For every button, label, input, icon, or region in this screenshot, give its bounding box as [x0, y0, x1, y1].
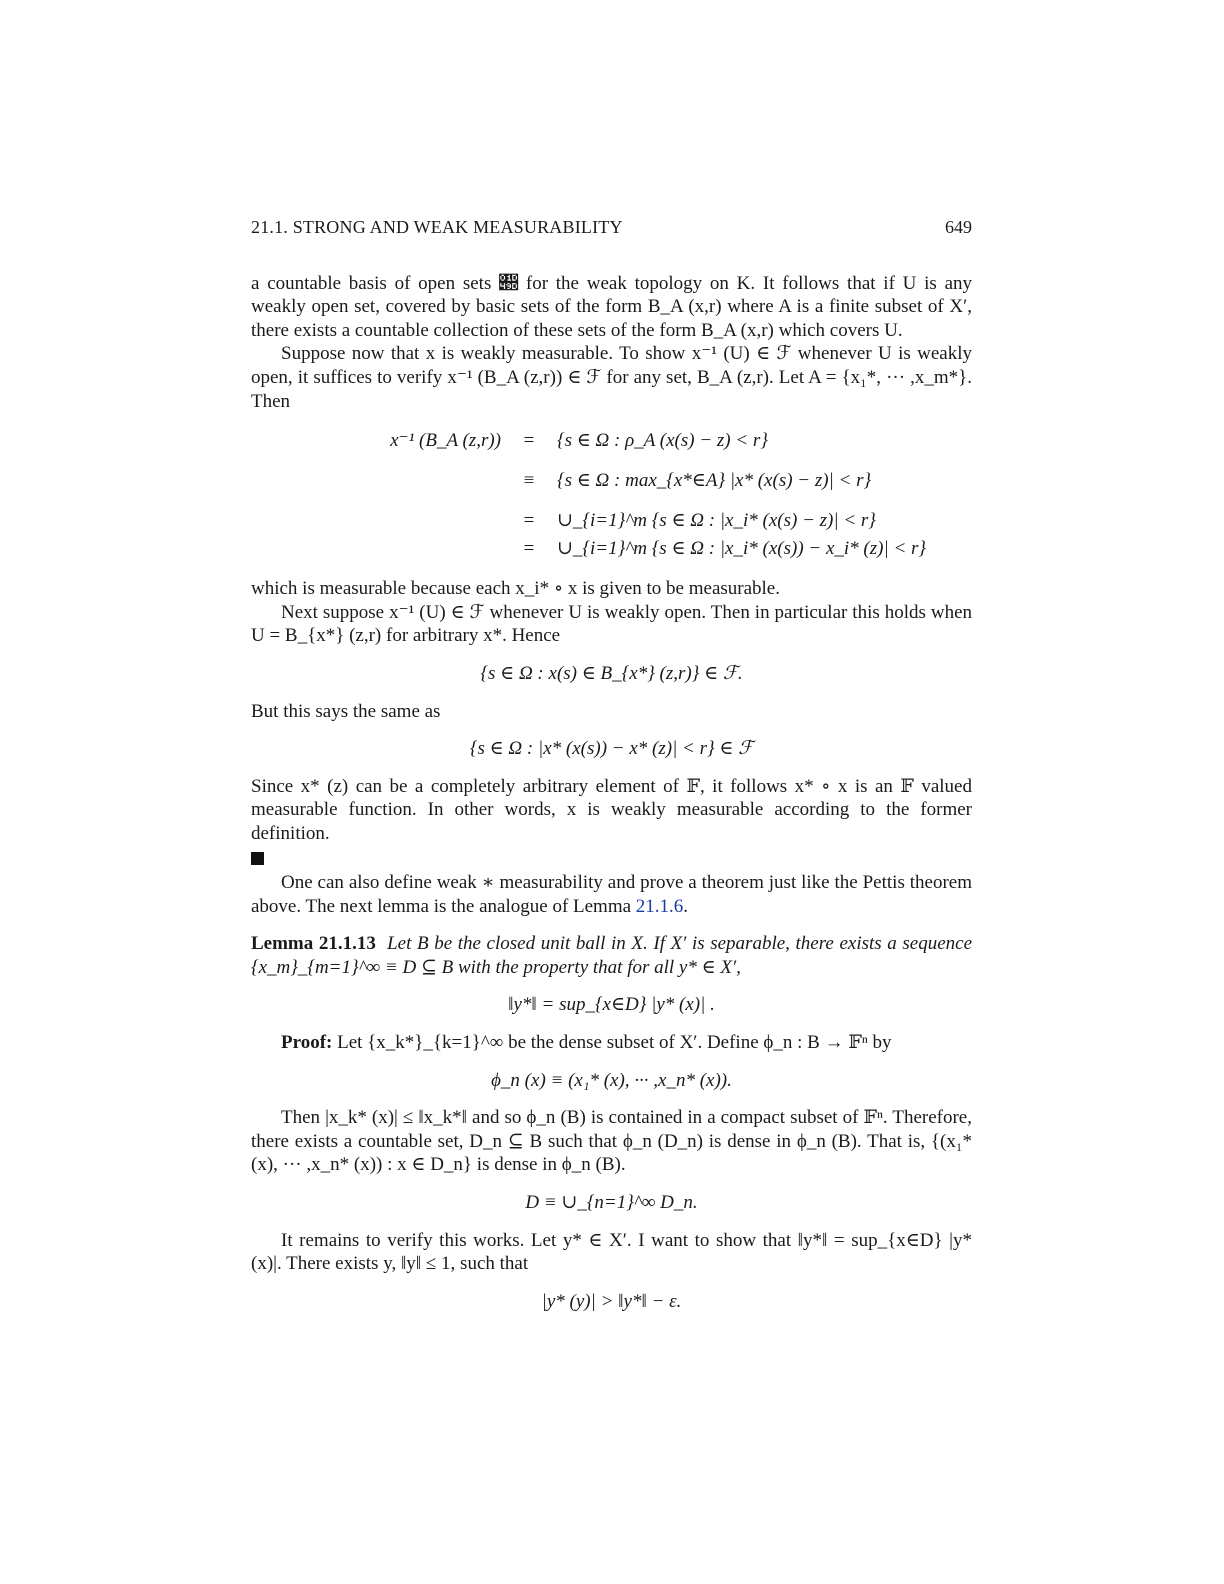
running-header: [251, 216, 972, 240]
lemma-text: Let B be the closed unit ball in X. If X′ is separable, there exists a sequence {x_m}_{m=1}^∞ ≡ D ⊆ B with the property that for all y* ∈ X′,: [251, 933, 973, 978]
paragraph-2: Suppose now that x is weakly measurable. To show x⁻¹ (U) ∈ ℱ whenever U is weakly open, it suffices to verify x⁻¹ (B_A (z,r)) ∈ ℱ for any set, B_A (z,r). Let A = {x₁*, ··· ,x_m*}. Then: [251, 343, 972, 412]
equation-10: |y* (y)| > ‖y*‖ − ε.: [541, 1290, 682, 1312]
paragraph-8: Then |x_k* (x)| ≤ ‖x_k*‖ and so ϕ_n (B) is contained in a compact subset of 𝔽ⁿ. Therefore, there exists a countable set, D_n ⊆ B such that ϕ_n (D_n) is dense in ϕ_n (B). That is, {(x₁* (x), ··· ,x_n* (x)) : x ∈ D_n} is dense in ϕ_n (B).: [251, 1107, 972, 1176]
equation-9: D ≡ ∪_{n=1}^∞ D_n.: [525, 1192, 698, 1214]
page-number: 649: [945, 217, 972, 237]
lemma-label: Lemma 21.1.13: [251, 933, 376, 955]
lemma-reference-link[interactable]: 21.1.6: [635, 895, 684, 917]
paragraph-7-end: .: [683, 895, 689, 917]
paragraph-9: It remains to verify this works. Let y* ∈ X′. I want to show that ‖y*‖ = sup_{x∈D} |y* (x)|. There exists y, ‖y‖ ≤ 1, such that: [251, 1229, 972, 1275]
equation-row-1: {s ∈ Ω : ρ_A (x(s) − z) < r}: [557, 430, 768, 452]
equation-lhs: x⁻¹ (B_A (z,r)): [390, 430, 501, 452]
paragraph-3: which is measurable because each x_i* ∘ x is given to be measurable.: [251, 578, 780, 600]
equation-5: {s ∈ Ω : x(s) ∈ B_{x*} (z,r)} ∈ ℱ.: [480, 662, 743, 684]
paragraph-6: Since x* (z) can be a completely arbitrary element of 𝔽, it follows x* ∘ x is an 𝔽 valued measurable function. In other words, x is weakly measurable according to the former definition.: [251, 775, 972, 844]
equation-row-4: ∪_{i=1}^m {s ∈ Ω : |x_i* (x(s)) − x_i* (z)| < r}: [557, 538, 927, 560]
lemma-statement: [251, 932, 972, 979]
paragraph-4: Next suppose x⁻¹ (U) ∈ ℱ whenever U is weakly open. Then in particular this holds when U = B_{x*} (z,r) for arbitrary x*. Hence: [251, 601, 972, 647]
section-title: 21.1. STRONG AND WEAK MEASURABILITY: [251, 217, 623, 237]
paragraph-1: a countable basis of open sets 𝒝 for the weak topology on K. It follows that if U is any weakly open set, covered by basic sets of the form B_A (x,r) where A is a finite subset of X′, there exists a countable collection of these sets of the form B_A (x,r) which covers U.: [251, 272, 972, 341]
paragraph-5: But this says the same as: [251, 700, 441, 722]
equation-array: x⁻¹ (B_A (z,r)) = {s ∈ Ω : ρ_A (x(s) − z) < r} ≡ {s ∈ Ω : max_{x*∈A} |x* (x(s) − z)| < r} = ∪_{i=1}^m {s ∈ Ω : |x_i* (x(s) − z)| < r} = ∪_{i=1}^m {s ∈ Ω : |x_i* (x(s)) − x_i* (z)| < r}: [251, 427, 972, 563]
proof-label: Proof:: [281, 1032, 333, 1054]
equation-8: ϕ_n (x) ≡ (x₁* (x), ··· ,x_n* (x)).: [491, 1069, 732, 1091]
equation-row-3: ∪_{i=1}^m {s ∈ Ω : |x_i* (x(s) − z)| < r}: [557, 510, 876, 532]
paragraph-7: [251, 871, 972, 918]
qed-square-icon: [251, 852, 264, 865]
equation-row-2: {s ∈ Ω : max_{x*∈A} |x* (x(s) − z)| < r}: [557, 470, 872, 492]
proof-text: Let {x_k*}_{k=1}^∞ be the dense subset of X′. Define ϕ_n : B → 𝔽ⁿ by: [337, 1032, 892, 1054]
proof-paragraph: [251, 1031, 972, 1055]
equation-6: {s ∈ Ω : |x* (x(s)) − x* (z)| < r} ∈ ℱ: [469, 738, 754, 760]
equation-7: ‖y*‖ = sup_{x∈D} |y* (x)| .: [508, 994, 715, 1016]
paragraph-7-text: One can also define weak ∗ measurability and prove a theorem just like the Pettis theorem above. The next lemma is the analogue of Lemma: [251, 872, 972, 917]
page: [251, 216, 972, 1327]
